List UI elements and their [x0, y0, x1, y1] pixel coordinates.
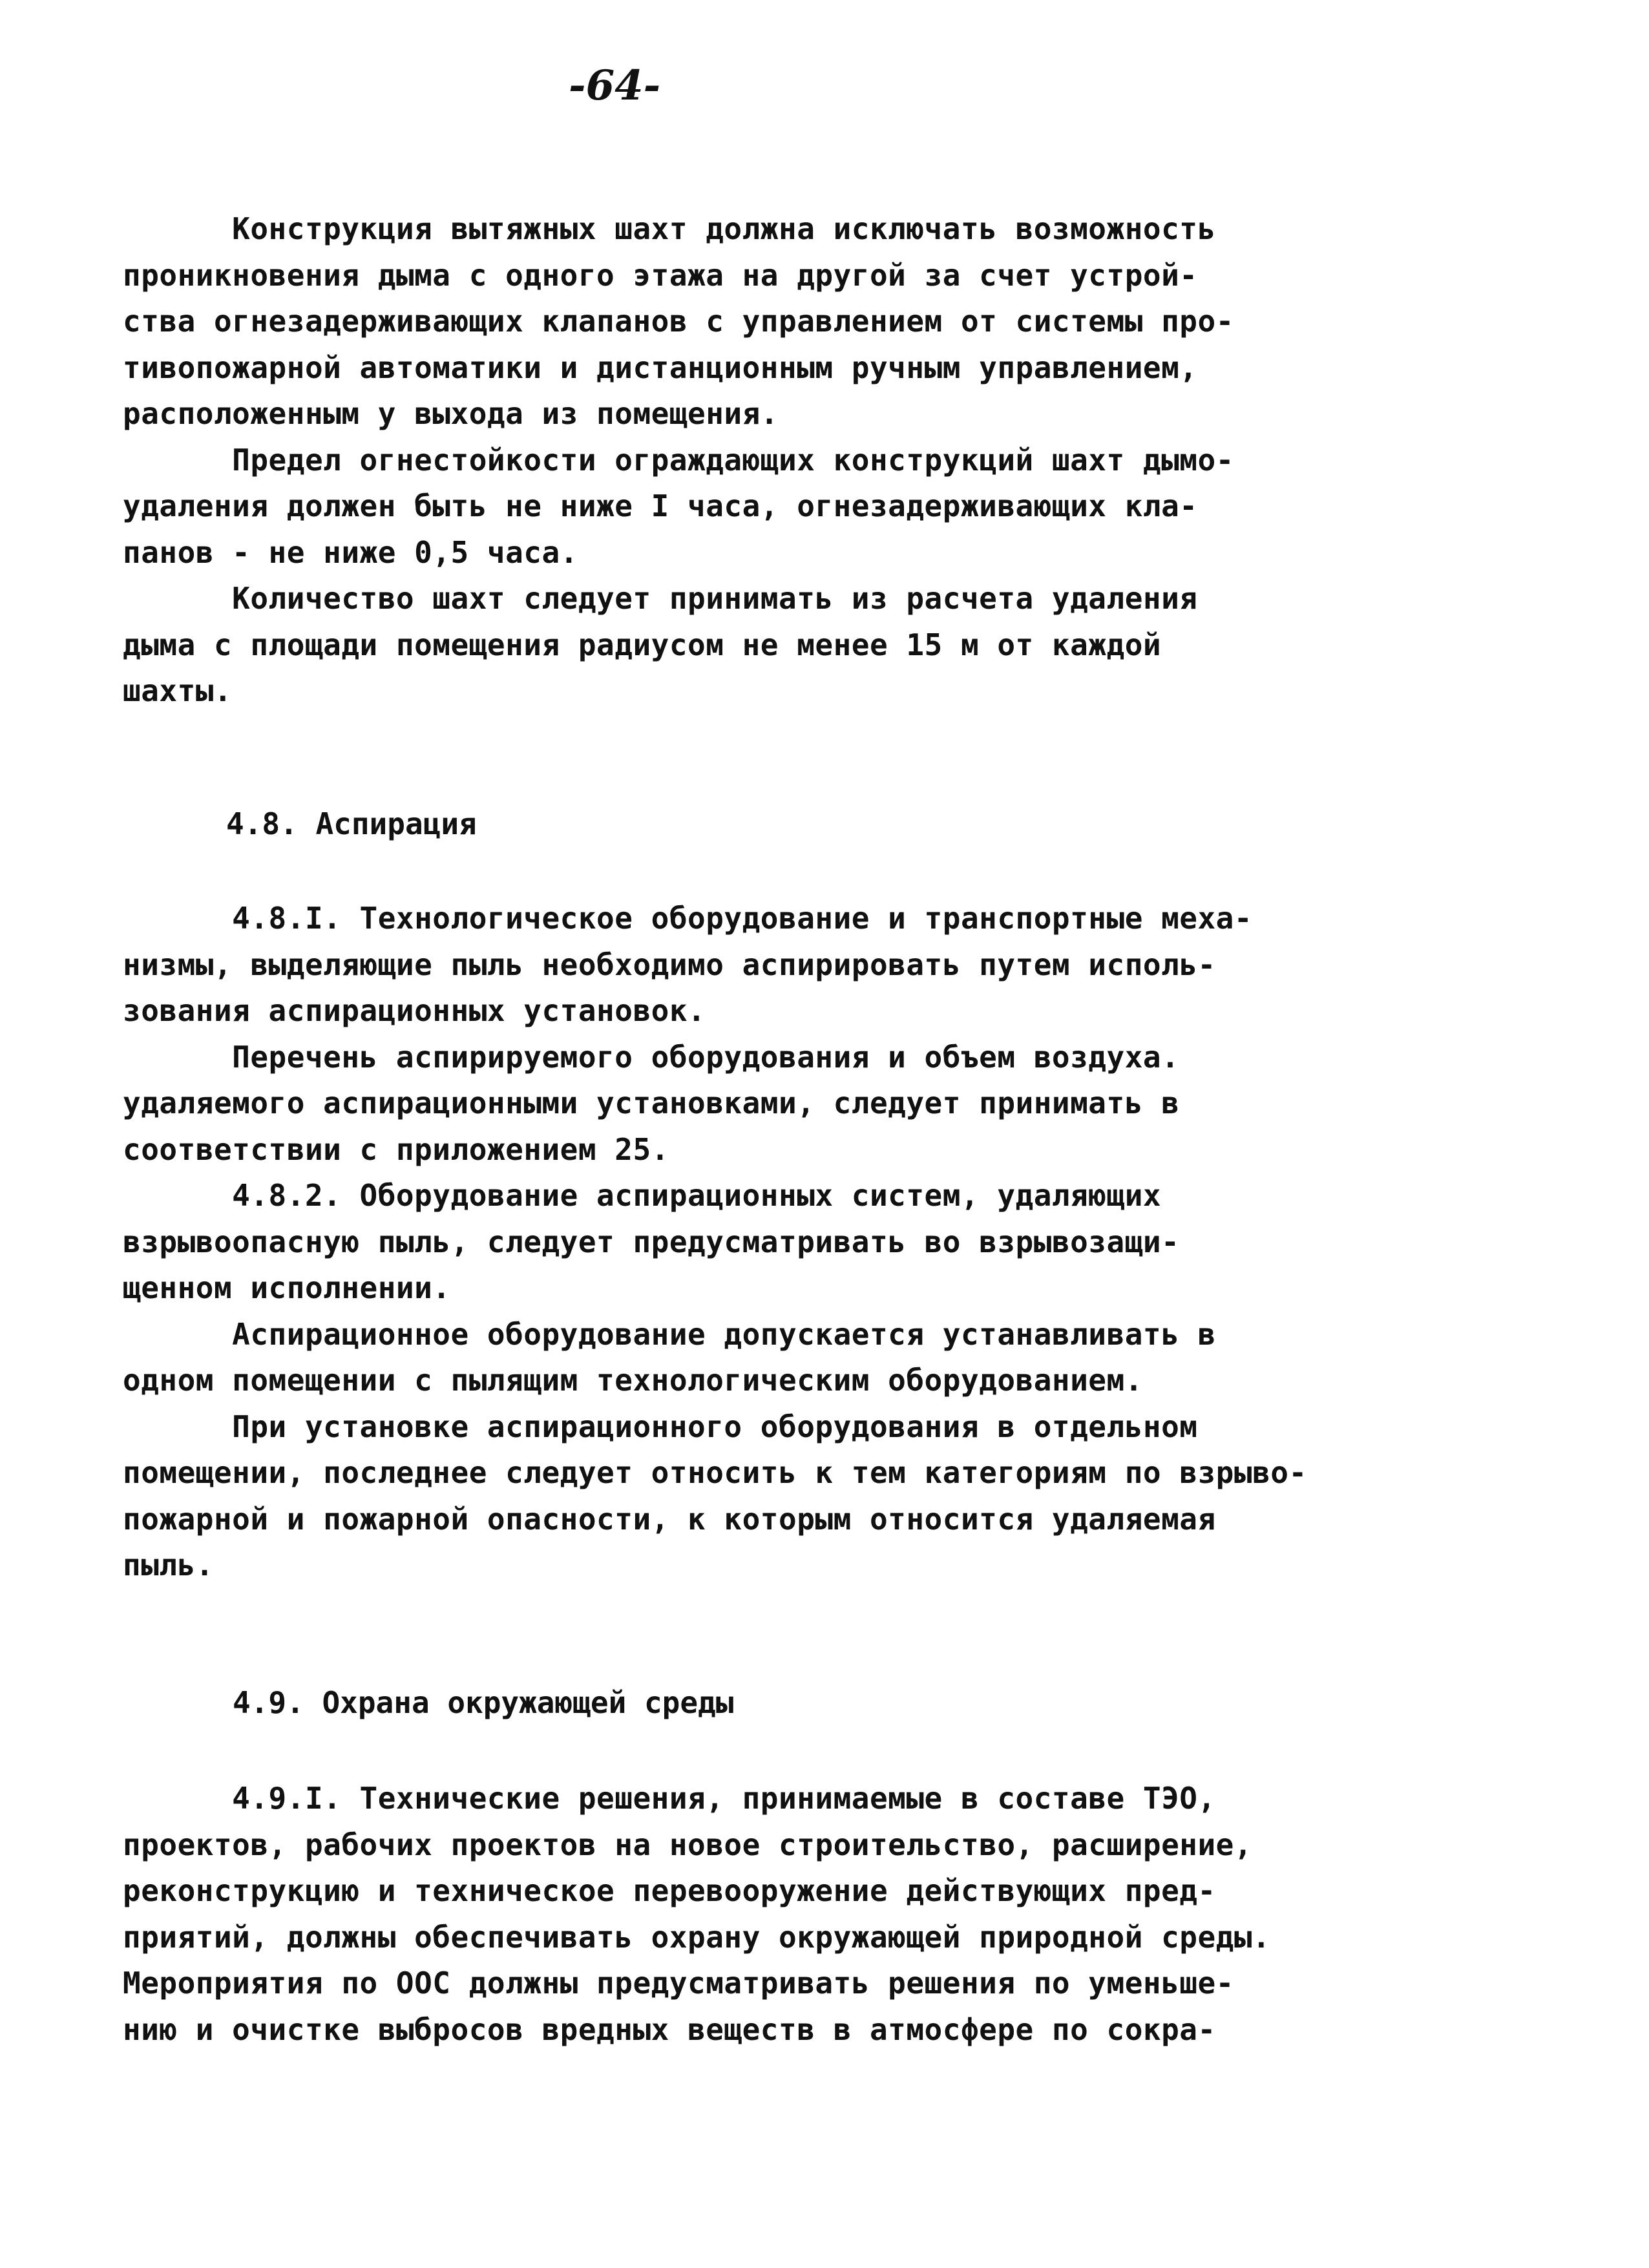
text-line: зования аспирационных установок. [123, 993, 706, 1028]
text-line: помещении, последнее следует относить к тем категориям по взрыво- [123, 1455, 1307, 1490]
text-line: реконструкцию и техническое перевооружение действующих пред- [123, 1873, 1216, 1908]
page-number: -64- [569, 61, 661, 110]
text-line: расположенным у выхода из помещения. [123, 396, 779, 431]
text-line: низмы, выделяющие пыль необходимо аспирировать путем исполь- [123, 947, 1216, 982]
text-line: удаляемого аспирационными установками, следует принимать в [123, 1086, 1180, 1120]
paragraph-smoke-shafts [123, 206, 1480, 715]
text-line: щенном исполнении. [123, 1270, 451, 1305]
text-line: тивопожарной автоматики и дистанционным ручным управлением, [123, 350, 1198, 385]
text-line: Предел огнестойкости ограждающих конструкций шахт дымо- [123, 442, 1234, 478]
text-line: 4.9.I. Технические решения, принимаемые в составе ТЭО, [123, 1781, 1216, 1816]
text-line: 4.8.2. Оборудование аспирационных систем, удаляющих [123, 1178, 1162, 1213]
text-line: При установке аспирационного оборудования в отдельном [123, 1409, 1198, 1444]
section-heading-4-9: 4.9. Охрана окружающей среды [233, 1685, 734, 1720]
section-4-8-body [123, 896, 1480, 1589]
text-line: нию и очистке выбросов вредных веществ в атмосфере по сокра- [123, 2011, 1216, 2047]
text-line: удаления должен быть не ниже I часа, огнезадерживающих кла- [123, 488, 1198, 523]
text-line: одном помещении с пылящим технологическим оборудованием. [123, 1363, 1143, 1398]
text-line: дыма с площади помещения радиусом не менее 15 м от каждой [123, 627, 1162, 662]
text-line: ства огнезадерживающих клапанов с управлением от системы про- [123, 304, 1234, 339]
text-line: приятий, должны обеспечивать охрану окружающей природной среды. [123, 1919, 1271, 1955]
section-heading-4-8: 4.8. Аспирация [226, 806, 477, 841]
text-line: взрывоопасную пыль, следует предусматривать во взрывозащи- [123, 1224, 1180, 1259]
text-line: Мероприятия по ООС должны предусматривать решения по уменьше- [123, 1966, 1234, 2000]
text-line: соответствии с приложением 25. [123, 1131, 669, 1167]
text-line: Конструкция вытяжных шахт должна исключать возможность [123, 211, 1216, 246]
text-line: проектов, рабочих проектов на новое строительство, расширение, [123, 1827, 1253, 1862]
text-line: панов - не ниже 0,5 часа. [123, 534, 578, 570]
text-line: Аспирационное оборудование допускается устанавливать в [123, 1316, 1216, 1352]
text-line: пыль. [123, 1548, 214, 1582]
text-line: пожарной и пожарной опасности, к которым относится удаляемая [123, 1501, 1216, 1537]
text-line: проникновения дыма с одного этажа на другой за счет устрой- [123, 257, 1198, 293]
section-4-9-body [123, 1776, 1480, 2053]
text-line: 4.8.I. Технологическое оборудование и транспортные меха- [123, 901, 1253, 936]
text-line: Перечень аспирируемого оборудования и объем воздуха. [123, 1039, 1180, 1075]
text-line: шахты. [123, 673, 233, 708]
text-line: Количество шахт следует принимать из расчета удаления [123, 581, 1198, 616]
